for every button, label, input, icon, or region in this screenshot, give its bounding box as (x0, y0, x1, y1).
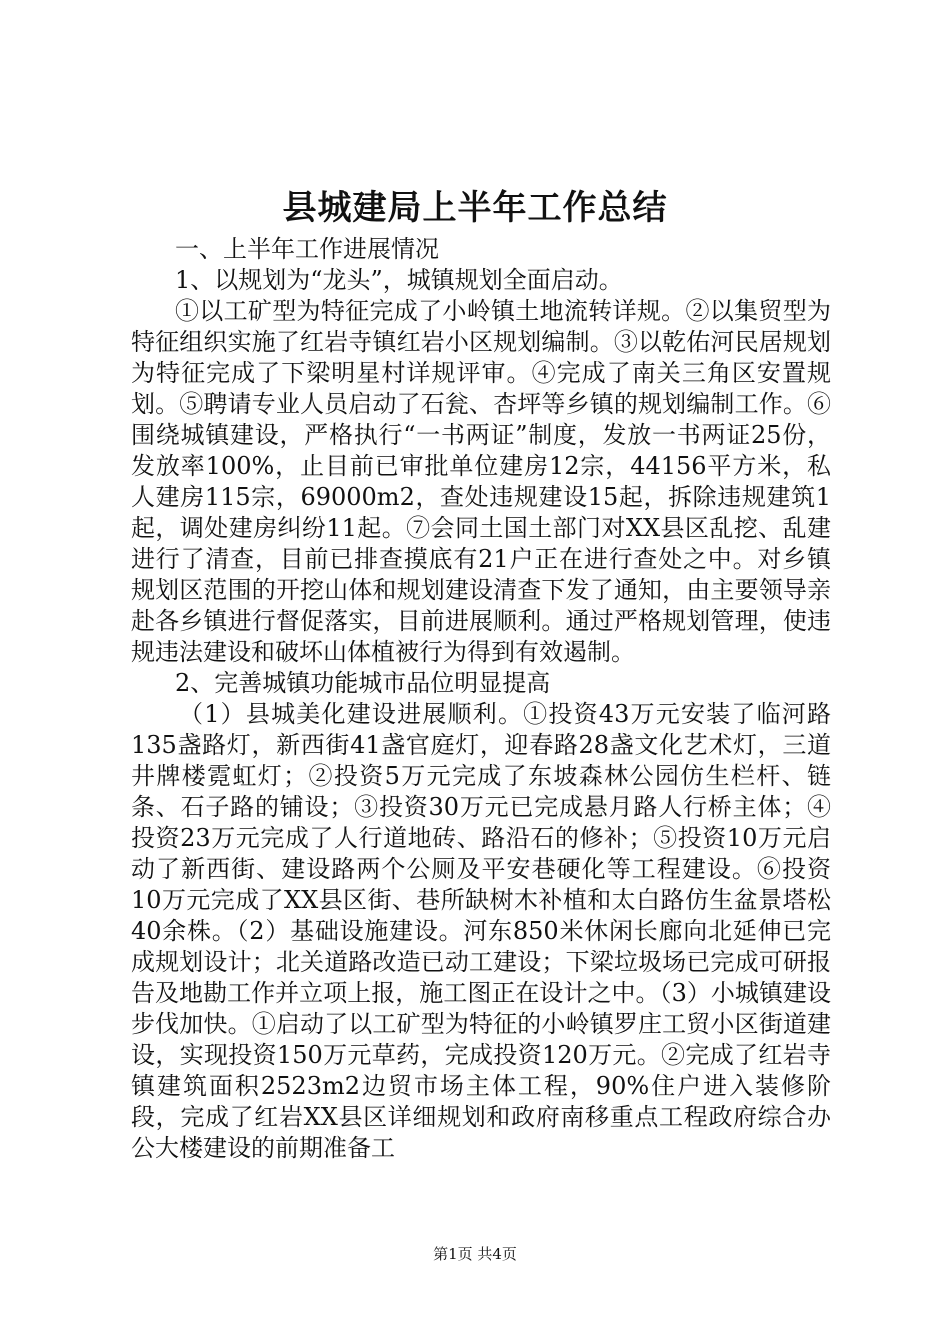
page-number-footer: 第1页 共4页 (433, 1245, 517, 1263)
body-paragraph: （1）县城美化建设进展顺利。①投资43万元安装了临河路135盏路灯，新西街41盏官庭灯，迎春路28盏文化艺术灯，三道井牌楼霓虹灯；②投资5万元完成了东坡森林公园仿生栏杆、链条、石子路的铺设；③投资30万元已完成悬月路人行桥主体；④投资23万元完成了人行道地砖、路沿石的修补；⑤投资10万元启动了新西街、建设路两个公厕及平安巷硬化等工程建设。⑥投资10万元完成了XX县区街、巷所缺树木补植和太白路仿生盆景塔松40余株。（2）基础设施建设。河东850米休闲长廊向北延伸已完成规划设计；北关道路改造已动工建设；下梁垃圾场已完成可研报告及地勘工作并立项上报，施工图正在设计之中。（3）小城镇建设步伐加快。①启动了以工矿型为特征的小岭镇罗庄工贸小区街道建设，实现投资150万元草药，完成投资120万元。②完成了红岩寺镇建筑面积2523m2边贸市场主体工程，90%住户进入装修阶段，完成了红岩XX县区详细规划和政府南移重点工程政府综合办公大楼建设的前期准备工 (131, 700, 831, 1162)
body-paragraph: ①以工矿型为特征完成了小岭镇土地流转详规。②以集贸型为特征组织实施了红岩寺镇红岩小区规划编制。③以乾佑河民居规划为特征完成了下梁明星村详规评审。④完成了南关三角区安置规划。⑤聘请专业人员启动了石瓮、杏坪等乡镇的规划编制工作。⑥围绕城镇建设，严格执行“一书两证”制度，发放一书两证25份，发放率100%，止目前已审批单位建房12宗，44156平方米，私人建房115宗，69000m2，查处违规建设15起，拆除违规建筑1起，调处建房纠纷11起。⑦会同土国土部门对XX县区乱挖、乱建进行了清查，目前已排查摸底有21户正在进行查处之中。对乡镇规划区范围的开挖山体和规划建设清查下发了通知，由主要领导亲赴各乡镇进行督促落实，目前进展顺利。通过严格规划管理，使违规违法建设和破坏山体植被行为得到有效遏制。 (131, 297, 831, 666)
section-heading: 一、上半年工作进展情况 (175, 235, 439, 263)
document-body (131, 234, 831, 1164)
subsection-heading: 1、以规划为“龙头”，城镇规划全面启动。 (175, 266, 623, 294)
subsection-heading: 2、完善城镇功能城市品位明显提高 (175, 669, 551, 697)
document-title: 县城建局上半年工作总结 (282, 188, 668, 228)
